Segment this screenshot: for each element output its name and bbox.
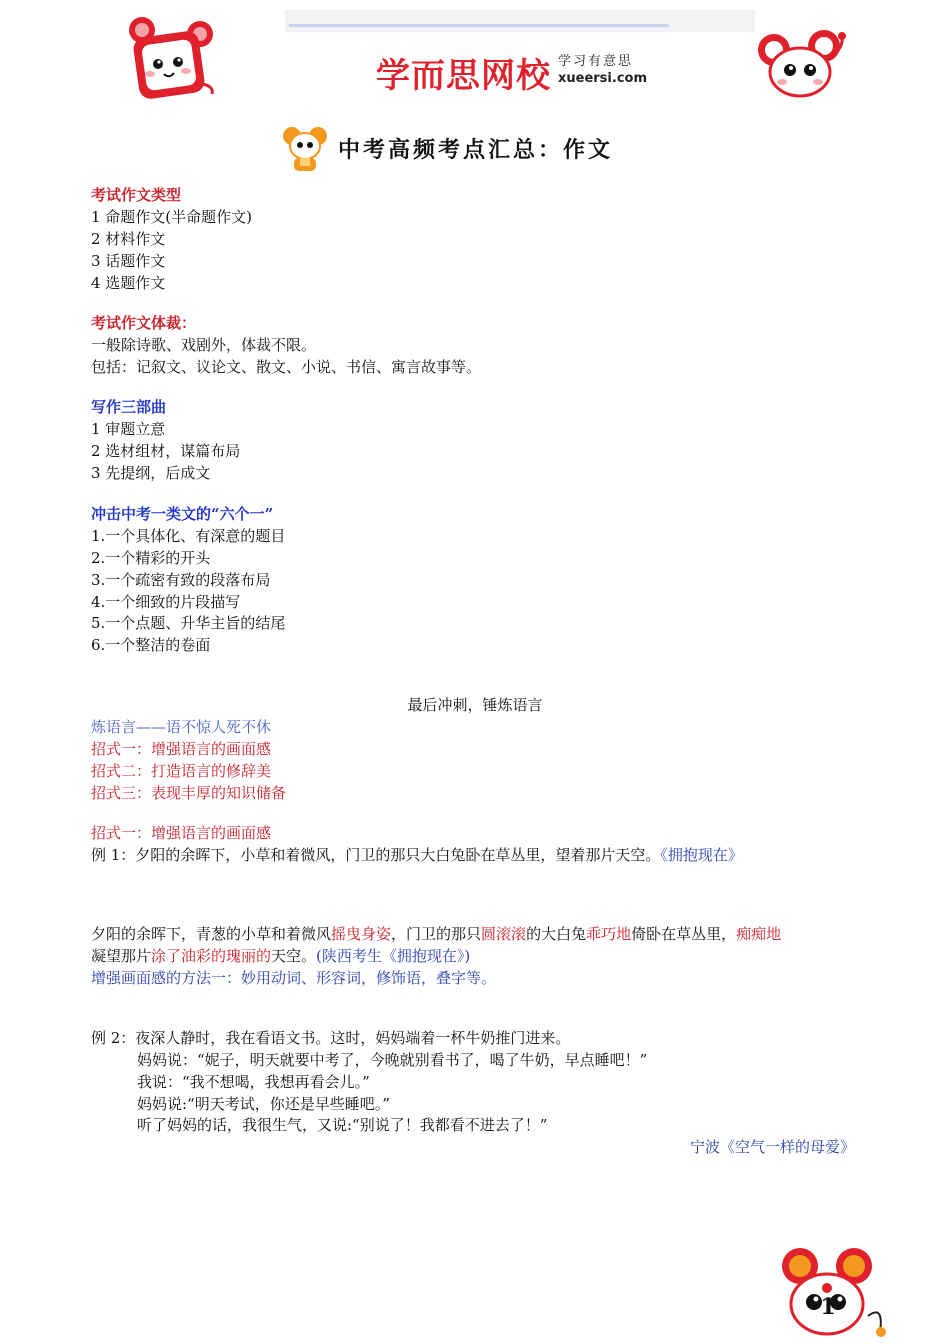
- sprint-center-title: 最后冲刺，锤炼语言: [407, 696, 543, 714]
- sprint-move-3: 招式三：表现丰厚的知识储备: [91, 784, 287, 802]
- sprint-move-2: 招式二：打造语言的修辞美: [91, 762, 272, 780]
- sprint-subtitle: 炼语言——语不惊人死不休: [91, 718, 272, 736]
- six-ones-item-4: 4.一个细致的片段描写: [91, 593, 241, 611]
- example-1: [91, 844, 743, 866]
- types-item-2: 2 材料作文: [91, 230, 166, 248]
- revised-part-3: 的大白兔: [526, 925, 587, 943]
- brand-name: 学而思网校: [376, 56, 551, 96]
- six-ones-item-2: 2.一个精彩的开头: [91, 549, 211, 567]
- types-item-1: 1 命题作文(半命题作文): [91, 208, 253, 226]
- page-title: 中考高频考点汇总：作文: [338, 137, 614, 163]
- move-one-method: 增强画面感的方法一：妙用动词、形容词，修饰语，叠字等。: [91, 969, 497, 987]
- example-2-line-5: 听了妈妈的话，我很生气，又说:“别说了！我都看不进去了！”: [137, 1116, 548, 1134]
- three-steps-item-3: 3 先提纲，后成文: [91, 464, 211, 482]
- sprint-move-1: 招式一：增强语言的画面感: [91, 740, 272, 758]
- brand-slogan: 学习有意思: [558, 54, 634, 69]
- three-steps-item-1: 1 审题立意: [91, 420, 166, 438]
- three-steps-heading: 写作三部曲: [91, 398, 167, 416]
- genre-line-2: 包括：记叙文、议论文、散文、小说、书信、寓言故事等。: [91, 358, 482, 376]
- example-2-line-3: 我说：“我不想喝，我想再看会儿。”: [137, 1073, 370, 1091]
- example-1-text: 例 1：夕阳的余晖下，小草和着微风，门卫的那只大白兔卧在草丛里，望着那片天空。: [91, 846, 661, 864]
- revised-highlight-5: 涂了油彩的瑰丽的: [151, 947, 272, 965]
- mascot-right-icon: [752, 28, 852, 100]
- genre-heading: 考试作文体裁：: [91, 314, 197, 332]
- example-2-source: 宁波《空气一样的母爱》: [689, 1138, 855, 1156]
- revised-part-5: 凝望那片: [91, 947, 152, 965]
- revised-part-2: ，门卫的那只: [391, 925, 482, 943]
- six-ones-item-6: 6.一个整洁的卷面: [91, 636, 211, 654]
- header-top-strip: [285, 10, 755, 32]
- six-ones-item-5: 5.一个点题、升华主旨的结尾: [91, 614, 286, 632]
- revised-source: (陕西考生《拥抱现在》): [316, 947, 471, 965]
- footer-mascot-icon: [780, 1244, 896, 1340]
- brand-url: xueersi.com: [558, 71, 648, 86]
- example-2-line-2: 妈妈说：“妮子，明天就要中考了，今晚就别看书了，喝了牛奶，早点睡吧！”: [137, 1051, 648, 1069]
- revised-highlight-4: 痴痴地: [736, 925, 782, 943]
- genre-line-1: 一般除诗歌、戏剧外，体裁不限。: [91, 336, 317, 354]
- header-strip-scribble: [289, 24, 669, 27]
- page-number: 1: [820, 1294, 836, 1320]
- example-2-line-1: 例 2：夜深人静时，我在看语文书。这时，妈妈端着一杯牛奶推门进来。: [91, 1029, 571, 1047]
- three-steps-item-2: 2 选材组材，谋篇布局: [91, 442, 241, 460]
- example-1-source: 《拥抱现在》: [660, 846, 743, 864]
- six-ones-item-3: 3.一个疏密有致的段落布局: [91, 571, 271, 589]
- revised-part-4: 倚卧在草丛里，: [631, 925, 737, 943]
- example-2-line-4: 妈妈说:“明天考试，你还是早些睡吧。”: [137, 1095, 390, 1113]
- revised-part-6: 天空。: [271, 947, 317, 965]
- types-item-3: 3 话题作文: [91, 252, 166, 270]
- revised-part-1: 夕阳的余晖下，青葱的小草和着微风: [91, 925, 332, 943]
- title-mascot-icon: [280, 124, 330, 174]
- brand-logo[interactable]: [376, 46, 676, 96]
- types-heading: 考试作文类型: [91, 186, 182, 204]
- revised-highlight-3: 乖巧地: [586, 925, 632, 943]
- move-one-heading: 招式一：增强语言的画面感: [91, 824, 272, 842]
- revised-highlight-2: 圆滚滚: [481, 925, 527, 943]
- revised-highlight-1: 摇曳身姿: [331, 925, 392, 943]
- types-item-4: 4 选题作文: [91, 274, 166, 292]
- six-ones-item-1: 1.一个具体化、有深意的题目: [91, 527, 286, 545]
- six-ones-heading: 冲击中考一类文的“六个一”: [91, 505, 274, 523]
- revised-line-2: [91, 945, 470, 967]
- revised-line-1: [91, 923, 781, 945]
- mascot-left-icon: [124, 14, 219, 104]
